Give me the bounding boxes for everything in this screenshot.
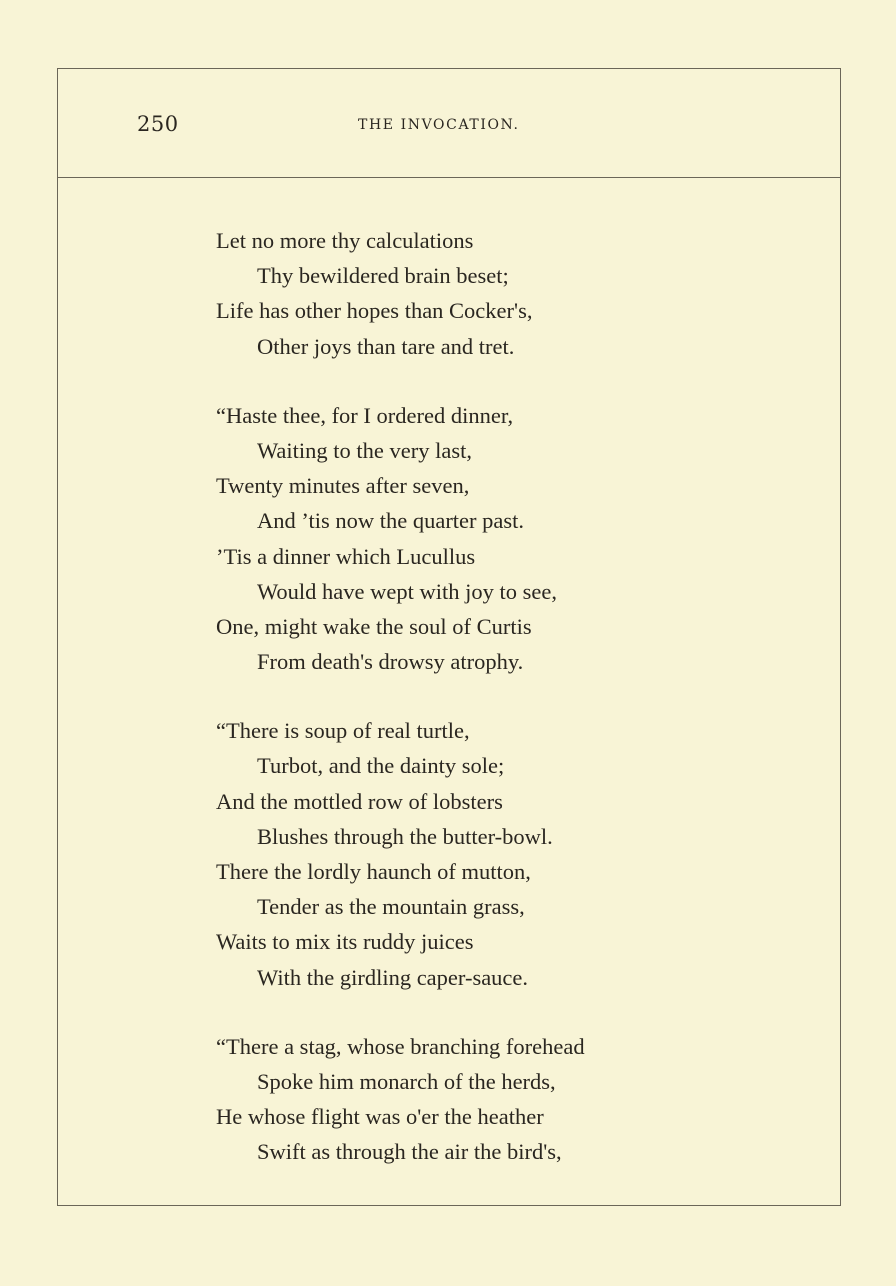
verse-line: Thy bewildered brain beset; bbox=[257, 263, 509, 289]
verse-line: Would have wept with joy to see, bbox=[257, 578, 558, 604]
verse-line: “There a stag, whose branching forehead bbox=[216, 1033, 585, 1059]
verse-line: Let no more thy calculations bbox=[216, 228, 474, 253]
verse-line: There the lordly haunch of mutton, bbox=[216, 859, 531, 884]
verse-line: Twenty minutes after seven, bbox=[216, 473, 470, 499]
verse-line: He whose flight was o'er the heather bbox=[216, 1104, 544, 1130]
verse-line: Blushes through the butter-bowl. bbox=[257, 823, 553, 849]
verse-line: “Haste thee, for I ordered dinner, bbox=[216, 402, 514, 428]
verse-line: Tender as the mountain grass, bbox=[257, 894, 525, 920]
verse-line: Other joys than tare and tret. bbox=[257, 333, 515, 359]
verse-line: Waits to mix its ruddy juices bbox=[216, 929, 474, 955]
verse-line: From death's drowsy atrophy. bbox=[257, 649, 524, 675]
stanza bbox=[216, 398, 776, 680]
verse-line: Spoke him monarch of the herds, bbox=[257, 1068, 556, 1094]
header-rule bbox=[57, 177, 841, 178]
stanza bbox=[216, 713, 776, 995]
verse-line: Life has other hopes than Cocker's, bbox=[216, 298, 533, 324]
verse-line: Swift as through the air the bird's, bbox=[257, 1139, 562, 1165]
verse-line: Turbot, and the dainty sole; bbox=[257, 753, 505, 779]
verse-line: “There is soup of real turtle, bbox=[216, 718, 470, 744]
page-number: 250 bbox=[137, 112, 179, 136]
verse-line: With the girdling caper-sauce. bbox=[257, 964, 529, 990]
poem-body bbox=[216, 223, 776, 1204]
verse-line: And ’tis now the quarter past. bbox=[257, 508, 525, 534]
running-head: THE INVOCATION. bbox=[358, 117, 520, 133]
stanza bbox=[216, 223, 776, 364]
verse-line: ’Tis a dinner which Lucullus bbox=[216, 543, 476, 569]
verse-line: Waiting to the very last, bbox=[257, 437, 473, 463]
stanza bbox=[216, 1029, 776, 1170]
verse-line: One, might wake the soul of Curtis bbox=[216, 613, 532, 639]
verse-line: And the mottled row of lobsters bbox=[216, 788, 503, 814]
